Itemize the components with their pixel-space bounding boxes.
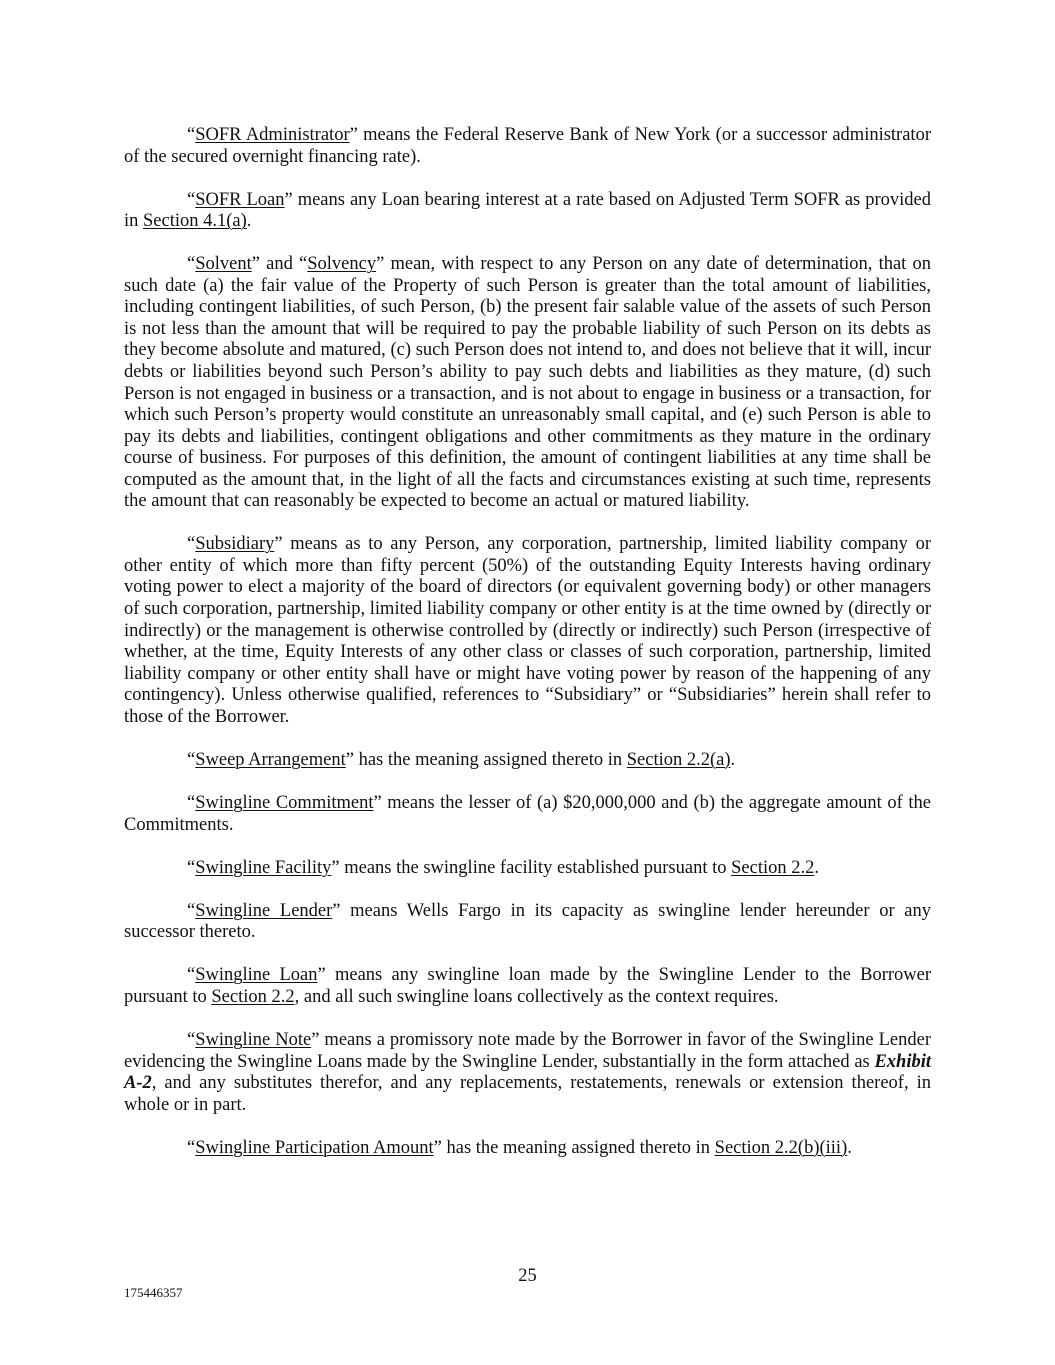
definition-text: ” means any swingline loan made by the Swingline Lender to the Borrower pursuant to — [124, 965, 931, 1007]
section-reference: Section 2.2 — [731, 857, 815, 878]
definition-text: , and any substitutes therefor, and any replacements, restatements, renewals or extension thereof, in whole or in part. — [124, 1073, 931, 1115]
definition-swingline-loan — [124, 965, 931, 1008]
defined-term: SOFR Loan — [195, 189, 285, 210]
defined-term: Solvency — [307, 254, 377, 275]
definition-text: ” means as to any Person, any corporation, partnership, limited liability company or other entity of which more than fifty percent (50%) of the outstanding Equity Interests having ordinary voting power to elect a majority of the board of directors (or equivalent governing body) or other managers of such corporation, partnership, limited liability company or other entity is at the time owned by (directly or indirectly) or the management is otherwise controlled by (directly or indirectly) such Person (irrespective of whether, at the time, Equity Interests of any other class or classes of such corporation, partnership, limited liability company or other entity shall have or might have voting power by reason of the happening of any contingency). Unless otherwise qualified, references to “Subsidiary” or “Subsidiaries” herein shall refer to those of the Borrower. — [124, 534, 931, 727]
definition-swingline-facility — [124, 858, 931, 880]
definition-swingline-note — [124, 1030, 931, 1116]
definition-text: ” has the meaning assigned thereto in — [433, 1137, 715, 1158]
definition-sofr-loan — [124, 190, 931, 233]
definition-text: . — [246, 211, 252, 232]
definition-text: . — [847, 1137, 852, 1158]
open-quote: “ — [187, 189, 196, 210]
defined-term: Swingline Loan — [195, 965, 318, 986]
open-quote: “ — [187, 900, 196, 921]
defined-term: Solvent — [195, 254, 252, 275]
definition-subsidiary — [124, 534, 931, 728]
exhibit-reference: Exhibit A-2 — [124, 1051, 931, 1094]
defined-term: Swingline Commitment — [195, 792, 374, 813]
definitions-section — [124, 125, 931, 1181]
defined-term: Swingline Lender — [195, 900, 333, 921]
definition-swingline-participation-amount — [124, 1138, 931, 1160]
definition-text: ” means Wells Fargo in its capacity as swingline lender hereunder or any successor thereto. — [124, 900, 931, 943]
definition-text: ” and “ — [251, 254, 308, 275]
open-quote: “ — [187, 1137, 196, 1158]
open-quote: “ — [187, 534, 196, 555]
section-reference: Section 2.2(b)(iii) — [714, 1137, 848, 1158]
definition-text: ” mean, with respect to any Person on any date of determination, that on such date (a) the fair value of the Property of such Person is greater than the total amount of liabilities, including contingent liabilities, of such Person, (b) the present fair salable value of the assets of such Person is not less than the amount that will be required to pay the probable liability of such Person on its debts as they become absolute and matured, (c) such Person does not intend to, and does not believe that it will, incur debts or liabilities beyond such Person’s ability to pay such debts and liabilities as they mature, (d) such Person is not engaged in business or a transaction, and is not about to engage in business or a transaction, for which such Person’s property would constitute an unreasonably small capital, and (e) such Person is able to pay its debts and liabilities, contingent obligations and other commitments as they mature in the ordinary course of business. For purposes of this definition, the amount of contingent liabilities at any time shall be computed as the amount that, in the light of all the facts and circumstances existing at such time, represents the amount that can reasonably be expected to become an actual or matured liability. — [124, 254, 931, 512]
section-reference: Section 2.2 — [211, 986, 295, 1007]
definition-solvent — [124, 254, 931, 513]
definition-text: . — [730, 749, 736, 770]
open-quote: “ — [187, 857, 196, 878]
defined-term: Swingline Facility — [195, 857, 332, 878]
definition-text: ” means the swingline facility established pursuant to — [331, 857, 732, 878]
open-quote: “ — [187, 125, 196, 145]
definition-text: , and all such swingline loans collectively as the context requires. — [294, 986, 779, 1007]
defined-term: SOFR Administrator — [195, 125, 350, 145]
definition-swingline-commitment — [124, 793, 931, 836]
definition-text: ” means any Loan bearing interest at a rate based on Adjusted Term SOFR as provided in — [124, 189, 931, 232]
definition-swingline-lender — [124, 901, 931, 944]
section-reference: Section 4.1(a) — [143, 211, 247, 232]
defined-term: Sweep Arrangement — [195, 749, 346, 770]
open-quote: “ — [187, 792, 196, 813]
open-quote: “ — [187, 1029, 196, 1050]
open-quote: “ — [187, 749, 196, 770]
definition-sofr-administrator — [124, 125, 931, 168]
definition-text: ” means a promissory note made by the Borrower in favor of the Swingline Lender evidencing the Swingline Loans made by the Swingline Lender, substantially in the form attached as — [124, 1029, 931, 1072]
definition-text: ” means the Federal Reserve Bank of New York (or a successor administrator of the secured overnight financing rate). — [124, 125, 931, 167]
definition-text: ” has the meaning assigned thereto in — [345, 749, 627, 770]
open-quote: “ — [187, 254, 196, 275]
document-id: 175446357 — [124, 1285, 183, 1300]
page-number: 25 — [518, 1266, 537, 1286]
definition-text: . — [814, 857, 819, 878]
definition-sweep-arrangement — [124, 750, 931, 772]
defined-term: Swingline Participation Amount — [195, 1137, 434, 1158]
defined-term: Swingline Note — [195, 1029, 312, 1050]
open-quote: “ — [187, 965, 196, 986]
defined-term: Subsidiary — [195, 534, 275, 555]
section-reference: Section 2.2(a) — [626, 749, 731, 770]
definition-text: ” means the lesser of (a) $20,000,000 and (b) the aggregate amount of the Commitments. — [124, 792, 932, 835]
